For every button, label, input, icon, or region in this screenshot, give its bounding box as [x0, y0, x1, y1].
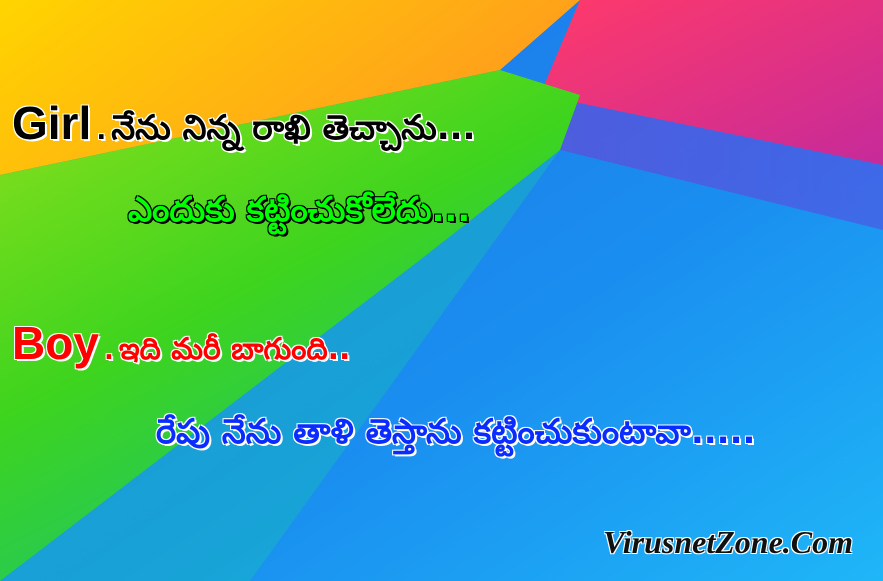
girl-line-2 [128, 190, 470, 238]
girl-speaker-label: Girl [12, 97, 92, 149]
girl-telugu-line-2: ఎందుకు కట్టించుకోలేదు... [128, 190, 471, 230]
boy-line-2 [156, 412, 755, 460]
girl-telugu-line-1: నేను నిన్న రాఖి తెచ్చాను... [111, 108, 476, 148]
girl-separator: . [96, 110, 106, 146]
boy-telugu-line-1: ఇది మరీ బాగుంది.. [118, 332, 351, 367]
boy-line-1 [12, 316, 350, 374]
boy-telugu-line-2: రేపు నేను తాళి తెస్తాను కట్టించుకుంటావా..... [156, 412, 756, 452]
boy-speaker-label: Boy [12, 317, 99, 369]
watermark-text: VirusnetZone.Com [603, 524, 853, 560]
boy-separator: . [104, 330, 114, 366]
girl-line-1 [12, 96, 475, 156]
